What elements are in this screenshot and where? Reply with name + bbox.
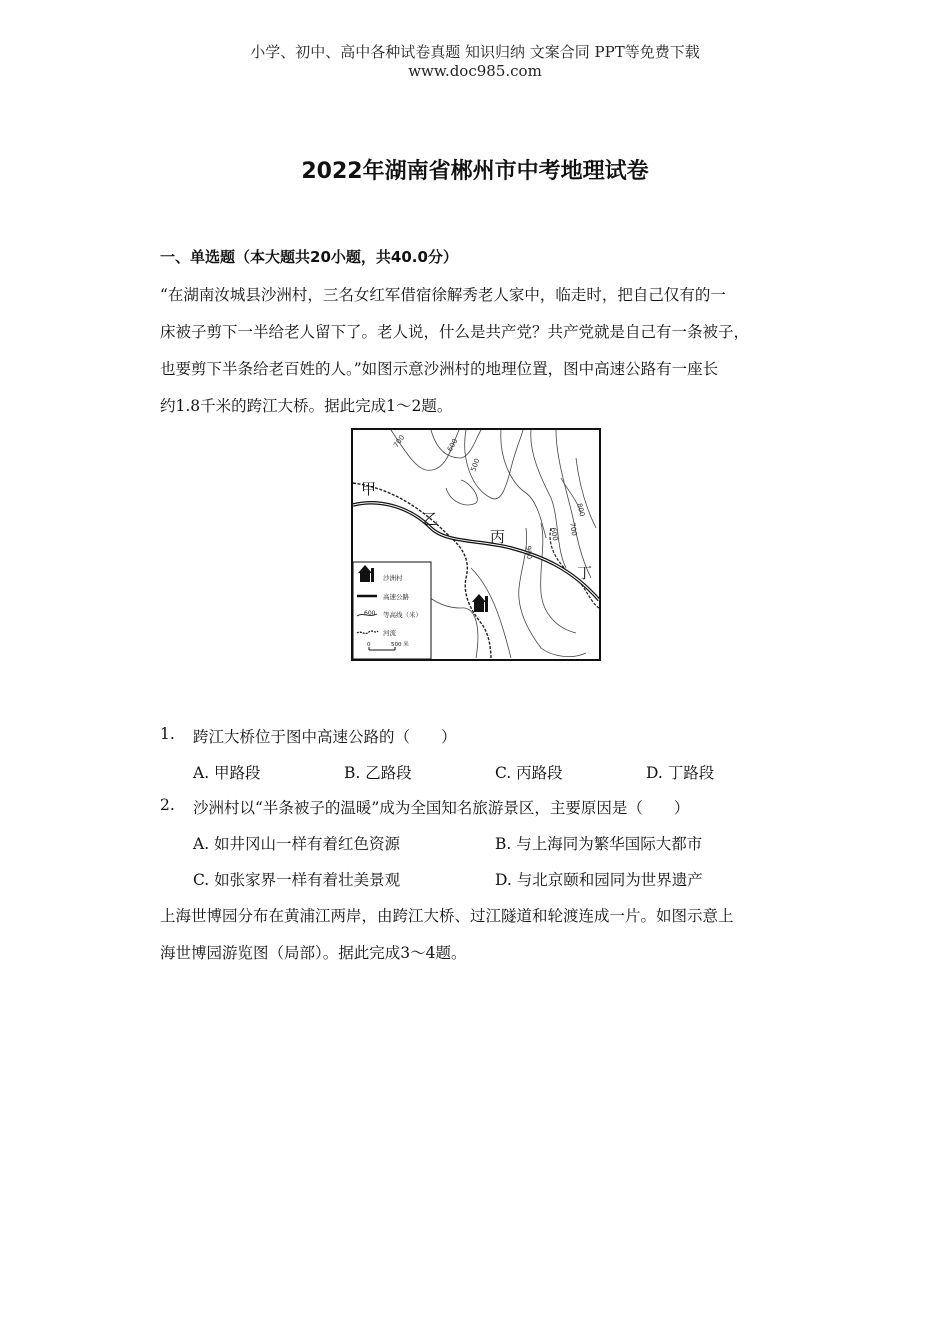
segment-label-bing: 丙 — [490, 528, 506, 546]
legend-contour-value: 600 — [364, 610, 376, 617]
question-1-option-a: A. 甲路段 — [193, 764, 261, 782]
legend-village-label: 沙洲村 — [383, 574, 403, 582]
passage1-line-4: 约1.8千米的跨江大桥。据此完成1～2题。 — [160, 397, 453, 415]
question-2-number: 2. — [160, 796, 175, 814]
contour-label: 700 — [568, 521, 579, 537]
segment-label-jia: 甲 — [361, 480, 377, 498]
location-map — [351, 428, 601, 661]
contour-label: 500 — [469, 457, 482, 473]
question-2-option-c: C. 如张家界一样有着壮美景观 — [193, 871, 401, 889]
segment-label-ding: 丁 — [577, 564, 593, 582]
scale-zero: 0 — [367, 642, 371, 648]
passage2-line-2: 海世博园游览图（局部）。据此完成3～4题。 — [160, 944, 467, 962]
question-1-text: 跨江大桥位于图中高速公路的（ ） — [193, 728, 457, 746]
question-2-option-b: B. 与上海同为繁华国际大都市 — [495, 835, 703, 853]
header-line-1: 小学、初中、高中各种试卷真题 知识归纳 文案合同 PPT等免费下载 — [250, 43, 700, 61]
contour-label: 600 — [445, 437, 460, 453]
passage1-line-1: “在湖南汝城县沙洲村，三名女红军借宿徐解秀老人家中，临走时，把自己仅有的一 — [160, 286, 726, 304]
question-2-text: 沙洲村以“半条被子的温暖”成为全国知名旅游景区，主要原因是（ ） — [193, 799, 690, 817]
legend-highway-label: 高速公路 — [383, 593, 409, 601]
question-2-option-d: D. 与北京颐和园同为世界遗产 — [495, 871, 703, 889]
passage1-line-2: 床被子剪下一半给老人留下了。老人说，什么是共产党？共产党就是自己有一条被子， — [160, 323, 750, 341]
header-line-2: www.doc985.com — [408, 62, 542, 80]
question-1-option-b: B. 乙路段 — [344, 764, 412, 782]
legend-river-label: 河流 — [383, 629, 396, 637]
legend-contour-label: 等高线（米） — [383, 611, 422, 619]
section-heading: 一、单选题（本大题共20小题，共40.0分） — [160, 248, 458, 266]
question-2-option-a: A. 如井冈山一样有着红色资源 — [193, 835, 401, 853]
map-legend — [353, 562, 431, 659]
page-title: 2022年湖南省郴州市中考地理试卷 — [301, 159, 649, 184]
contour-label: 800 — [575, 502, 587, 518]
contour-label: 600 — [549, 526, 560, 542]
scale-end: 500 米 — [391, 642, 409, 648]
passage1-line-3: 也要剪下半条给老百姓的人。”如图示意沙洲村的地理位置，图中高速公路有一座长 — [160, 360, 719, 378]
segment-label-yi: 乙 — [423, 510, 439, 528]
contour-label: 700 — [392, 433, 407, 450]
passage2-line-1: 上海世博园分布在黄浦江两岸，由跨江大桥、过江隧道和轮渡连成一片。如图示意上 — [160, 907, 734, 925]
contour-label: 900 — [524, 545, 534, 560]
question-1-option-d: D. 丁路段 — [646, 764, 715, 782]
question-1-option-c: C. 丙路段 — [495, 764, 563, 782]
question-1-number: 1. — [160, 725, 175, 743]
